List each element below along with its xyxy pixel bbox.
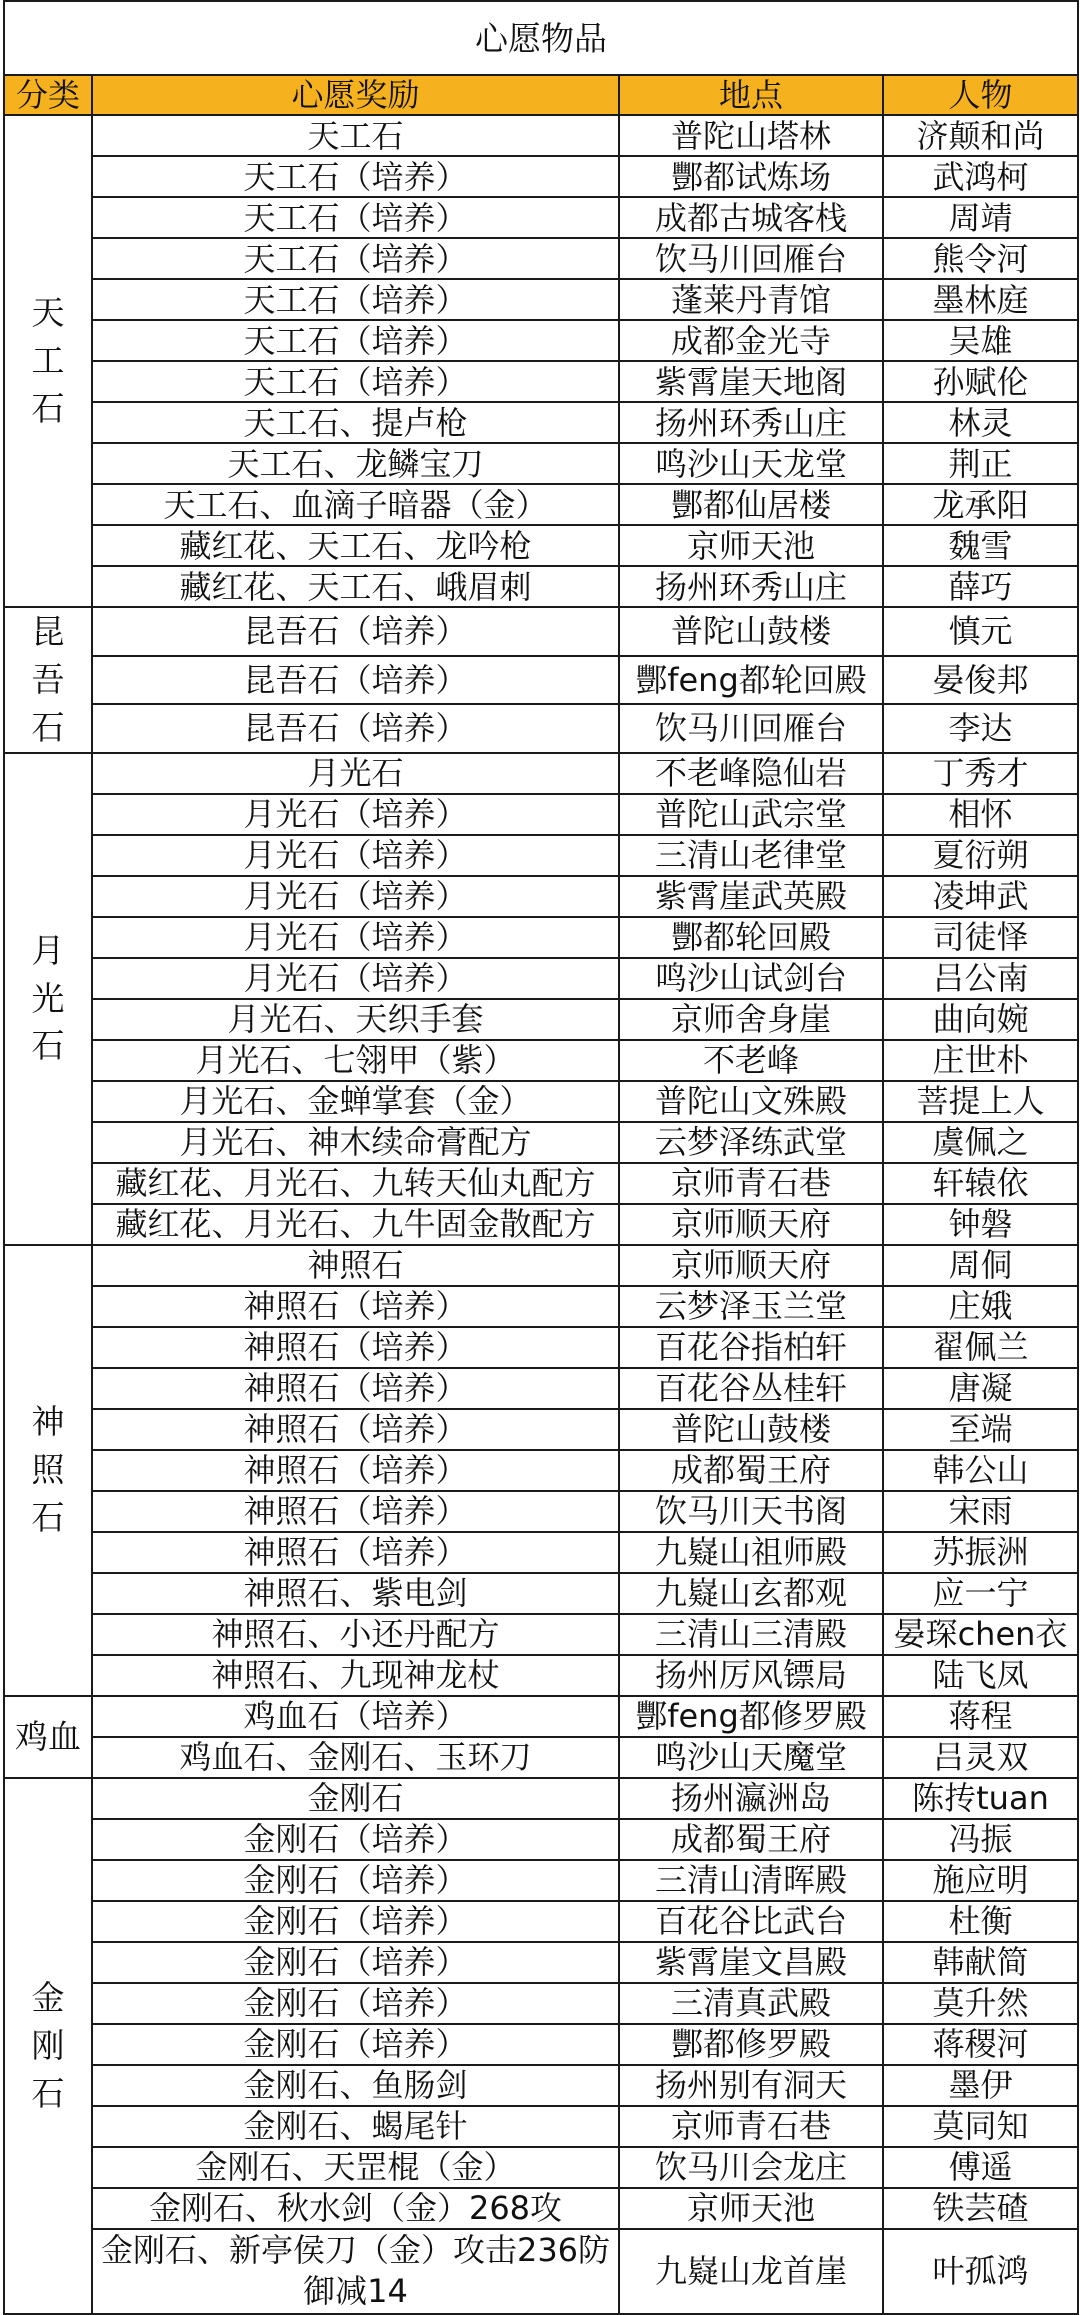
location-cell: 扬州环秀山庄 bbox=[619, 402, 883, 443]
reward-cell: 神照石（培养） bbox=[92, 1409, 619, 1450]
person-cell: 施应明 bbox=[883, 1860, 1078, 1901]
location-cell: 京师顺天府 bbox=[619, 1204, 883, 1245]
table-row bbox=[4, 753, 1078, 794]
wish-items-sheet bbox=[3, 0, 1077, 2315]
location-cell: 普陀山塔林 bbox=[619, 115, 883, 156]
wish-items-table bbox=[3, 0, 1079, 2315]
person-cell: 陆飞凤 bbox=[883, 1655, 1078, 1696]
person-cell: 虞佩之 bbox=[883, 1122, 1078, 1163]
reward-cell: 藏红花、月光石、九牛固金散配方 bbox=[92, 1204, 619, 1245]
table-row bbox=[4, 2065, 1078, 2106]
reward-cell: 天工石 bbox=[92, 115, 619, 156]
reward-cell: 天工石（培养） bbox=[92, 279, 619, 320]
table-row bbox=[4, 525, 1078, 566]
table-row bbox=[4, 1368, 1078, 1409]
location-cell: 成都古城客栈 bbox=[619, 197, 883, 238]
reward-cell: 金刚石、鱼肠剑 bbox=[92, 2065, 619, 2106]
table-row bbox=[4, 607, 1078, 656]
location-cell: 云梦泽玉兰堂 bbox=[619, 1286, 883, 1327]
table-row bbox=[4, 2229, 1078, 2314]
table-row bbox=[4, 958, 1078, 999]
table-row bbox=[4, 1614, 1078, 1655]
location-cell: 成都金光寺 bbox=[619, 320, 883, 361]
person-cell: 翟佩兰 bbox=[883, 1327, 1078, 1368]
location-cell: 京师青石巷 bbox=[619, 2106, 883, 2147]
table-title: 心愿物品 bbox=[4, 1, 1078, 75]
reward-cell: 月光石（培养） bbox=[92, 917, 619, 958]
location-cell: 酆都仙居楼 bbox=[619, 484, 883, 525]
reward-cell: 鸡血石（培养） bbox=[92, 1696, 619, 1737]
location-cell: 三清山老律堂 bbox=[619, 835, 883, 876]
reward-cell: 金刚石（培养） bbox=[92, 1901, 619, 1942]
table-row bbox=[4, 1286, 1078, 1327]
person-cell: 菩提上人 bbox=[883, 1081, 1078, 1122]
reward-cell: 昆吾石（培养） bbox=[92, 656, 619, 705]
location-cell: 普陀山鼓楼 bbox=[619, 607, 883, 656]
reward-cell: 神照石、九现神龙杖 bbox=[92, 1655, 619, 1696]
location-cell: 紫霄崖武英殿 bbox=[619, 876, 883, 917]
table-row bbox=[4, 794, 1078, 835]
table-row bbox=[4, 361, 1078, 402]
person-cell: 杜衡 bbox=[883, 1901, 1078, 1942]
table-row bbox=[4, 320, 1078, 361]
location-cell: 京师天池 bbox=[619, 2188, 883, 2229]
person-cell: 吴雄 bbox=[883, 320, 1078, 361]
person-cell: 李达 bbox=[883, 704, 1078, 753]
table-row bbox=[4, 2188, 1078, 2229]
reward-cell: 金刚石、蝎尾针 bbox=[92, 2106, 619, 2147]
person-cell: 唐凝 bbox=[883, 1368, 1078, 1409]
location-cell: 京师舍身崖 bbox=[619, 999, 883, 1040]
person-cell: 龙承阳 bbox=[883, 484, 1078, 525]
table-row bbox=[4, 1696, 1078, 1737]
location-cell: 京师青石巷 bbox=[619, 1163, 883, 1204]
location-cell: 鸣沙山天魔堂 bbox=[619, 1737, 883, 1778]
location-cell: 九嶷山玄都观 bbox=[619, 1573, 883, 1614]
reward-cell: 金刚石、新亭侯刀（金）攻击236防御减14 bbox=[92, 2229, 619, 2314]
person-cell: 周靖 bbox=[883, 197, 1078, 238]
person-cell: 蒋程 bbox=[883, 1696, 1078, 1737]
person-cell: 应一宁 bbox=[883, 1573, 1078, 1614]
reward-cell: 神照石、小还丹配方 bbox=[92, 1614, 619, 1655]
reward-cell: 昆吾石（培养） bbox=[92, 607, 619, 656]
location-cell: 云梦泽练武堂 bbox=[619, 1122, 883, 1163]
reward-cell: 月光石、神木续命膏配方 bbox=[92, 1122, 619, 1163]
location-cell: 普陀山武宗堂 bbox=[619, 794, 883, 835]
person-cell: 吕公南 bbox=[883, 958, 1078, 999]
location-cell: 不老峰隐仙岩 bbox=[619, 753, 883, 794]
reward-cell: 金刚石、天罡棍（金） bbox=[92, 2147, 619, 2188]
table-row bbox=[4, 1040, 1078, 1081]
table-row bbox=[4, 279, 1078, 320]
location-cell: 百花谷比武台 bbox=[619, 1901, 883, 1942]
reward-cell: 天工石（培养） bbox=[92, 361, 619, 402]
category-cell: 天 工 石 bbox=[4, 115, 92, 607]
person-cell: 傅遥 bbox=[883, 2147, 1078, 2188]
table-row bbox=[4, 238, 1078, 279]
reward-cell: 藏红花、天工石、峨眉刺 bbox=[92, 566, 619, 607]
person-cell: 相怀 bbox=[883, 794, 1078, 835]
person-cell: 叶孤鸿 bbox=[883, 2229, 1078, 2314]
table-row bbox=[4, 115, 1078, 156]
table-row bbox=[4, 1122, 1078, 1163]
header-person: 人物 bbox=[883, 75, 1078, 115]
person-cell: 丁秀才 bbox=[883, 753, 1078, 794]
table-row bbox=[4, 1573, 1078, 1614]
person-cell: 庄娥 bbox=[883, 1286, 1078, 1327]
location-cell: 九嶷山祖师殿 bbox=[619, 1532, 883, 1573]
table-row bbox=[4, 1450, 1078, 1491]
reward-cell: 金刚石（培养） bbox=[92, 2024, 619, 2065]
person-cell: 莫同知 bbox=[883, 2106, 1078, 2147]
location-cell: 普陀山文殊殿 bbox=[619, 1081, 883, 1122]
location-cell: 京师天池 bbox=[619, 525, 883, 566]
reward-cell: 天工石、提卢枪 bbox=[92, 402, 619, 443]
location-cell: 紫霄崖天地阁 bbox=[619, 361, 883, 402]
table-row bbox=[4, 443, 1078, 484]
reward-cell: 神照石 bbox=[92, 1245, 619, 1286]
reward-cell: 月光石、七翎甲（紫） bbox=[92, 1040, 619, 1081]
location-cell: 三清真武殿 bbox=[619, 1983, 883, 2024]
location-cell: 百花谷指柏轩 bbox=[619, 1327, 883, 1368]
table-row bbox=[4, 402, 1078, 443]
table-row bbox=[4, 566, 1078, 607]
table-row bbox=[4, 1163, 1078, 1204]
reward-cell: 金刚石（培养） bbox=[92, 1983, 619, 2024]
reward-cell: 神照石（培养） bbox=[92, 1327, 619, 1368]
reward-cell: 月光石（培养） bbox=[92, 958, 619, 999]
person-cell: 林灵 bbox=[883, 402, 1078, 443]
location-cell: 蓬莱丹青馆 bbox=[619, 279, 883, 320]
person-cell: 司徒怿 bbox=[883, 917, 1078, 958]
category-cell: 昆 吾 石 bbox=[4, 607, 92, 753]
person-cell: 曲向婉 bbox=[883, 999, 1078, 1040]
reward-cell: 金刚石（培养） bbox=[92, 1860, 619, 1901]
category-cell: 鸡血 bbox=[4, 1696, 92, 1778]
table-row bbox=[4, 999, 1078, 1040]
table-row bbox=[4, 835, 1078, 876]
person-cell: 周侗 bbox=[883, 1245, 1078, 1286]
reward-cell: 藏红花、天工石、龙吟枪 bbox=[92, 525, 619, 566]
location-cell: 饮马川天书阁 bbox=[619, 1491, 883, 1532]
table-body bbox=[4, 115, 1078, 2314]
person-cell: 陈抟tuan bbox=[883, 1778, 1078, 1819]
person-cell: 武鸿柯 bbox=[883, 156, 1078, 197]
table-row bbox=[4, 1327, 1078, 1368]
person-cell: 苏振洲 bbox=[883, 1532, 1078, 1573]
table-row bbox=[4, 2024, 1078, 2065]
location-cell: 不老峰 bbox=[619, 1040, 883, 1081]
person-cell: 吕灵双 bbox=[883, 1737, 1078, 1778]
reward-cell: 天工石（培养） bbox=[92, 320, 619, 361]
location-cell: 成都蜀王府 bbox=[619, 1450, 883, 1491]
table-row bbox=[4, 1655, 1078, 1696]
reward-cell: 金刚石、秋水剑（金）268攻 bbox=[92, 2188, 619, 2229]
reward-cell: 藏红花、月光石、九转天仙丸配方 bbox=[92, 1163, 619, 1204]
reward-cell: 月光石（培养） bbox=[92, 876, 619, 917]
reward-cell: 天工石（培养） bbox=[92, 156, 619, 197]
table-row bbox=[4, 1778, 1078, 1819]
table-row bbox=[4, 1204, 1078, 1245]
header-category: 分类 bbox=[4, 75, 92, 115]
location-cell: 三清山三清殿 bbox=[619, 1614, 883, 1655]
location-cell: 扬州瀛洲岛 bbox=[619, 1778, 883, 1819]
location-cell: 饮马川回雁台 bbox=[619, 704, 883, 753]
person-cell: 韩公山 bbox=[883, 1450, 1078, 1491]
person-cell: 庄世朴 bbox=[883, 1040, 1078, 1081]
reward-cell: 金刚石（培养） bbox=[92, 1942, 619, 1983]
reward-cell: 天工石（培养） bbox=[92, 238, 619, 279]
person-cell: 轩辕依 bbox=[883, 1163, 1078, 1204]
category-cell: 金 刚 石 bbox=[4, 1778, 92, 2314]
table-row bbox=[4, 1081, 1078, 1122]
person-cell: 铁芸碴 bbox=[883, 2188, 1078, 2229]
person-cell: 晏琛chen衣 bbox=[883, 1614, 1078, 1655]
person-cell: 至端 bbox=[883, 1409, 1078, 1450]
person-cell: 韩献简 bbox=[883, 1942, 1078, 1983]
table-row bbox=[4, 1532, 1078, 1573]
reward-cell: 神照石（培养） bbox=[92, 1491, 619, 1532]
reward-cell: 月光石（培养） bbox=[92, 794, 619, 835]
table-row bbox=[4, 2106, 1078, 2147]
location-cell: 扬州环秀山庄 bbox=[619, 566, 883, 607]
person-cell: 墨伊 bbox=[883, 2065, 1078, 2106]
reward-cell: 神照石（培养） bbox=[92, 1368, 619, 1409]
table-row bbox=[4, 1409, 1078, 1450]
person-cell: 荆正 bbox=[883, 443, 1078, 484]
table-row bbox=[4, 1245, 1078, 1286]
table-row bbox=[4, 484, 1078, 525]
reward-cell: 神照石（培养） bbox=[92, 1450, 619, 1491]
table-row bbox=[4, 1819, 1078, 1860]
location-cell: 九嶷山龙首崖 bbox=[619, 2229, 883, 2314]
table-row bbox=[4, 2147, 1078, 2188]
header-reward: 心愿奖励 bbox=[92, 75, 619, 115]
location-cell: 京师顺天府 bbox=[619, 1245, 883, 1286]
person-cell: 凌坤武 bbox=[883, 876, 1078, 917]
person-cell: 济颠和尚 bbox=[883, 115, 1078, 156]
person-cell: 蒋稷河 bbox=[883, 2024, 1078, 2065]
header-location: 地点 bbox=[619, 75, 883, 115]
person-cell: 钟磐 bbox=[883, 1204, 1078, 1245]
person-cell: 宋雨 bbox=[883, 1491, 1078, 1532]
location-cell: 扬州厉风镖局 bbox=[619, 1655, 883, 1696]
reward-cell: 天工石、龙鳞宝刀 bbox=[92, 443, 619, 484]
person-cell: 冯振 bbox=[883, 1819, 1078, 1860]
table-row bbox=[4, 1860, 1078, 1901]
location-cell: 饮马川会龙庄 bbox=[619, 2147, 883, 2188]
reward-cell: 月光石、金蝉掌套（金） bbox=[92, 1081, 619, 1122]
reward-cell: 神照石、紫电剑 bbox=[92, 1573, 619, 1614]
person-cell: 莫升然 bbox=[883, 1983, 1078, 2024]
reward-cell: 天工石（培养） bbox=[92, 197, 619, 238]
location-cell: 普陀山鼓楼 bbox=[619, 1409, 883, 1450]
reward-cell: 月光石、天织手套 bbox=[92, 999, 619, 1040]
location-cell: 酆都试炼场 bbox=[619, 156, 883, 197]
location-cell: 酆feng都轮回殿 bbox=[619, 656, 883, 705]
location-cell: 酆都轮回殿 bbox=[619, 917, 883, 958]
table-row bbox=[4, 656, 1078, 705]
reward-cell: 神照石（培养） bbox=[92, 1286, 619, 1327]
reward-cell: 鸡血石、金刚石、玉环刀 bbox=[92, 1737, 619, 1778]
person-cell: 慎元 bbox=[883, 607, 1078, 656]
table-row bbox=[4, 1491, 1078, 1532]
reward-cell: 天工石、血滴子暗器（金） bbox=[92, 484, 619, 525]
reward-cell: 月光石 bbox=[92, 753, 619, 794]
table-row bbox=[4, 1983, 1078, 2024]
location-cell: 酆都修罗殿 bbox=[619, 2024, 883, 2065]
table-row bbox=[4, 197, 1078, 238]
reward-cell: 月光石（培养） bbox=[92, 835, 619, 876]
person-cell: 晏俊邦 bbox=[883, 656, 1078, 705]
table-row bbox=[4, 1942, 1078, 1983]
person-cell: 夏衍朔 bbox=[883, 835, 1078, 876]
person-cell: 魏雪 bbox=[883, 525, 1078, 566]
location-cell: 酆feng都修罗殿 bbox=[619, 1696, 883, 1737]
reward-cell: 金刚石（培养） bbox=[92, 1819, 619, 1860]
table-row bbox=[4, 156, 1078, 197]
location-cell: 扬州别有洞天 bbox=[619, 2065, 883, 2106]
table-row bbox=[4, 876, 1078, 917]
category-cell: 月 光 石 bbox=[4, 753, 92, 1245]
location-cell: 鸣沙山试剑台 bbox=[619, 958, 883, 999]
location-cell: 饮马川回雁台 bbox=[619, 238, 883, 279]
table-row bbox=[4, 1737, 1078, 1778]
reward-cell: 神照石（培养） bbox=[92, 1532, 619, 1573]
reward-cell: 金刚石 bbox=[92, 1778, 619, 1819]
person-cell: 薛巧 bbox=[883, 566, 1078, 607]
person-cell: 墨林庭 bbox=[883, 279, 1078, 320]
location-cell: 百花谷丛桂轩 bbox=[619, 1368, 883, 1409]
location-cell: 成都蜀王府 bbox=[619, 1819, 883, 1860]
person-cell: 熊令河 bbox=[883, 238, 1078, 279]
person-cell: 孙赋伦 bbox=[883, 361, 1078, 402]
category-cell: 神 照 石 bbox=[4, 1245, 92, 1696]
table-row bbox=[4, 917, 1078, 958]
location-cell: 鸣沙山天龙堂 bbox=[619, 443, 883, 484]
reward-cell: 昆吾石（培养） bbox=[92, 704, 619, 753]
location-cell: 三清山清晖殿 bbox=[619, 1860, 883, 1901]
table-row bbox=[4, 704, 1078, 753]
table-row bbox=[4, 1901, 1078, 1942]
location-cell: 紫霄崖文昌殿 bbox=[619, 1942, 883, 1983]
